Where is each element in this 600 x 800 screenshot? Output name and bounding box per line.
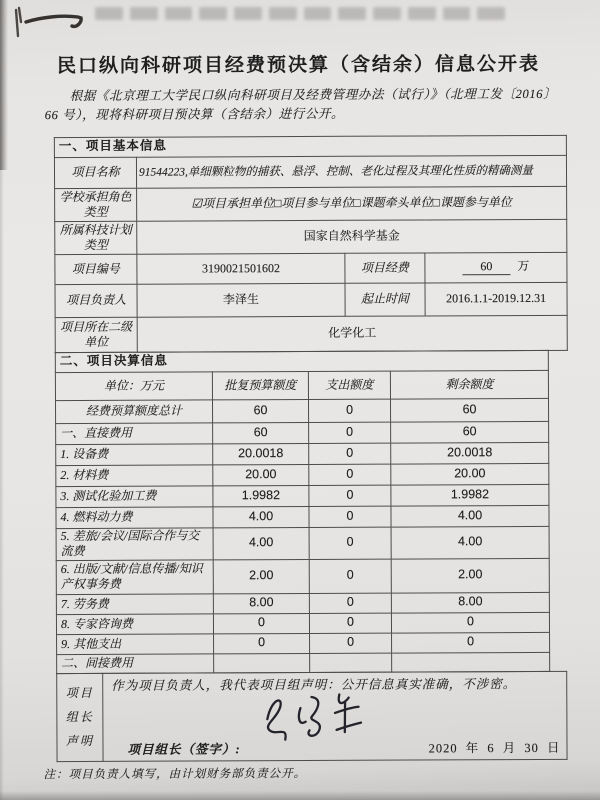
budget-cell-spent: 0 xyxy=(309,559,391,593)
table-row xyxy=(55,186,567,221)
budget-row-label: 一、直接费用 xyxy=(56,423,213,445)
signature-line xyxy=(103,741,566,759)
funds-amount: 60 xyxy=(462,259,510,275)
table-row xyxy=(55,219,567,254)
budget-cell-remaining xyxy=(392,652,550,672)
budget-row-label: 2. 材料费 xyxy=(56,465,213,487)
budget-cell-approved: 60 xyxy=(213,422,309,443)
section-header-basic xyxy=(54,135,566,157)
budget-cell-remaining: 60 xyxy=(390,398,548,422)
budget-cell-remaining: 0 xyxy=(392,632,550,653)
budget-cell-approved: 0 xyxy=(214,633,310,653)
declaration-body xyxy=(103,671,567,761)
budget-cell-remaining: 20.0018 xyxy=(391,442,549,464)
budget-header-row xyxy=(55,370,548,400)
table-row xyxy=(54,155,566,188)
funds-unit: 万 xyxy=(517,259,530,274)
budget-row xyxy=(56,526,549,560)
budget-cell-spent: 0 xyxy=(309,485,391,506)
budget-cell-remaining: 0 xyxy=(391,612,549,633)
page-title: 民口纵向科研项目经费预决算（含结余）信息公开表 xyxy=(56,53,541,78)
section-title: 二、项目决算信息 xyxy=(55,350,548,372)
budget-cell-approved: 4.00 xyxy=(213,506,309,527)
budget-cell-remaining: 2.00 xyxy=(391,558,549,593)
budget-cell-remaining: 60 xyxy=(391,421,549,443)
pi-label: 项目负责人 xyxy=(55,284,137,317)
budget-row-label: 8. 专家咨询费 xyxy=(56,614,213,635)
budget-cell-spent: 0 xyxy=(309,527,391,559)
budget-cell-spent xyxy=(310,653,392,672)
budget-row xyxy=(56,612,549,634)
budget-row-label: 9. 其他支出 xyxy=(57,634,214,655)
project-number-value: 3190021501602 xyxy=(137,253,345,284)
section-header-budget xyxy=(55,350,548,372)
budget-cell-spent: 0 xyxy=(308,399,390,422)
declaration-row xyxy=(57,671,567,761)
declaration-statement: 作为项目负责人，我代表项目组声明：公开信息真实准确，不涉密。 xyxy=(111,676,517,693)
project-number-label: 项目编号 xyxy=(55,254,137,284)
funds-value xyxy=(425,252,567,283)
declaration-table xyxy=(56,671,567,762)
budget-cell-spent: 0 xyxy=(309,613,391,633)
column-header-approved: 批复预算额度 xyxy=(212,371,308,399)
plan-type-label: 所属科技计划类型 xyxy=(55,221,137,254)
role-type-label: 学校承担角色类型 xyxy=(55,188,137,221)
budget-row xyxy=(56,592,549,614)
budget-row-label: 经费预算额度总计 xyxy=(55,400,212,424)
table-row xyxy=(55,282,567,317)
budget-cell-approved: 8.00 xyxy=(213,593,309,613)
budget-cell-remaining: 20.00 xyxy=(391,463,549,485)
budget-table xyxy=(55,350,550,674)
budget-cell-spent: 0 xyxy=(309,593,391,613)
pi-value: 李泽生 xyxy=(137,283,345,317)
column-header-remaining: 剩余额度 xyxy=(390,370,548,399)
dept-label: 项目所在二级单位 xyxy=(55,317,137,352)
budget-row xyxy=(56,463,549,486)
table-row xyxy=(55,315,567,352)
budget-cell-spent: 0 xyxy=(309,464,391,485)
budget-cell-spent: 0 xyxy=(310,633,392,653)
budget-cell-approved xyxy=(214,653,310,672)
budget-cell-remaining: 4.00 xyxy=(391,505,549,527)
column-header-spent: 支出额度 xyxy=(308,371,390,399)
budget-row xyxy=(57,632,550,654)
budget-cell-remaining: 1.9982 xyxy=(391,484,549,506)
period-value: 2016.1.1-2019.12.31 xyxy=(425,282,567,316)
period-label: 起止时间 xyxy=(345,283,425,316)
budget-row-label: 4. 燃料动力费 xyxy=(56,507,213,529)
basic-info-table xyxy=(54,135,568,353)
budget-row-label: 1. 设备费 xyxy=(56,444,213,466)
budget-row-label: 7. 劳务费 xyxy=(56,594,213,615)
budget-cell-approved: 0 xyxy=(213,613,309,633)
budget-row xyxy=(55,398,548,423)
budget-row xyxy=(56,505,549,528)
budget-row xyxy=(56,421,549,444)
sign-date: 2020 年 6 月 30 日 xyxy=(428,740,561,756)
budget-cell-remaining: 4.00 xyxy=(391,526,549,559)
plan-type-value: 国家自然科学基金 xyxy=(137,219,567,254)
funds-label: 项目经费 xyxy=(345,253,425,283)
dept-value: 化学化工 xyxy=(137,315,567,352)
column-header-unit: 单位：万元 xyxy=(55,372,212,401)
budget-cell-approved: 20.0018 xyxy=(213,443,309,464)
budget-cell-spent: 0 xyxy=(309,422,391,443)
budget-row-label: 二、间接费用 xyxy=(57,654,214,674)
budget-cell-approved: 60 xyxy=(212,399,308,422)
project-name-value: 91544223,单细颗粒物的捕获、悬浮、控制、老化过程及其理化性质的精确测量 xyxy=(136,155,566,188)
section-title: 一、项目基本信息 xyxy=(54,135,566,157)
budget-cell-spent: 0 xyxy=(309,443,391,464)
budget-cell-approved: 1.9982 xyxy=(213,485,309,506)
project-name-label: 项目名称 xyxy=(54,157,136,188)
role-type-checkboxes: ☑项目承担单位□项目参与单位□课题牵头单位□课题参与单位 xyxy=(137,186,567,221)
budget-cell-remaining: 8.00 xyxy=(391,592,549,613)
budget-row xyxy=(56,484,549,507)
sign-label: 项目组长（签字）: xyxy=(127,742,241,757)
footnote: 注：项目负责人填写，由计划财务部负责公开。 xyxy=(43,767,307,781)
budget-cell-spent: 0 xyxy=(309,506,391,527)
budget-row-label: 5. 差旅/会议/国际合作与交流费 xyxy=(56,528,213,561)
budget-row-label: 3. 测试化验加工费 xyxy=(56,486,213,508)
budget-row xyxy=(56,442,549,465)
intro-paragraph: 根据《北京理工大学民口纵向科研项目及经费管理办法（试行）》（北理工发〔2016〕66 号），现将科研项目预决算（含结余）进行公开。 xyxy=(44,86,557,123)
table-row xyxy=(55,252,567,284)
budget-row xyxy=(56,558,549,594)
budget-cell-approved: 2.00 xyxy=(213,559,309,593)
budget-cell-approved: 4.00 xyxy=(213,527,309,559)
budget-cell-approved: 20.00 xyxy=(213,464,309,485)
declaration-label: 项目组长声明 xyxy=(57,673,103,761)
budget-row-label: 6. 出版/文献/信息传播/知识产权事务费 xyxy=(56,560,213,595)
